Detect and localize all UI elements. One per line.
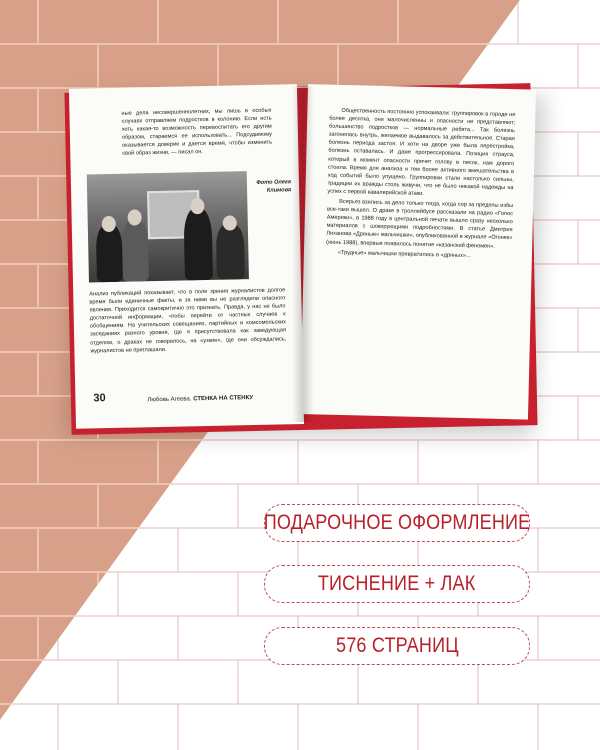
photo-figure [183,208,213,281]
feature-page-count-label: 576 СТРАНИЦ [335,634,459,657]
photo-caption: Фото Олега Климова [256,179,292,194]
book-gutter [292,86,314,422]
running-title: СТЕНКА НА СТЕНКУ [193,395,254,403]
right-page-paragraph-3: «Трудные» мальчишки превратились в «дряных»... [337,249,471,259]
right-page-text [326,107,516,261]
left-page-bottom-paragraph: Анализ публикаций показывает, что в поле зрения журналистов долгое время были единичные факты, и за ними вы не разглядели опасного явления. Приходится самокритично это признать. Правда, у нас не было достаточной информации, чтобы перейти от частных случаев к обобщениям. На учительских совещаниях, партийных и комсомольских заседаниях разного уровня, где я присутствовала как заведующая отделом, о драках не говорилось, на «узкие», где они обсуждались, журналистов не приглашали. [89,287,287,355]
feature-embossing [264,565,530,603]
page-number: 30 [93,392,106,405]
photo-figure [216,223,245,280]
feature-gift-design-label: ПОДАРОЧНОЕ ОФОРМЛЕНИЕ [263,511,531,534]
photo-figure [96,224,123,283]
feature-page-count [264,627,530,665]
book-right-page [300,84,536,419]
running-author: Любовь Агеева. [147,396,192,404]
right-page-paragraph-2: Всерьез взялись за дело только тогда, когда сор за пределы избы все-таки вышел. О драке в троллейбусе рассказали на радио «Голос Америки», в 1988 году в центральной печати вышло сразу несколько материалов с шокирующими подробностями. В статье Дмитрия Лиханова «Дряные» мальчишки», опубликованной в журнале «Огонек» (июнь 1988), впервые появилось понятие «казанский феномен». [326,198,514,250]
book-left-page [69,84,304,429]
left-page-top-paragraph: ные дела несовершеннолетних, мы лишь в особых случаях отправляем подростков в колонию. Если есть хоть какая-то возможность перевоспитать его другим образом, стараемся ее использовать... Подсудимому оказывается доверие и дается время, чтобы изменить свой образ жизни, — писал он. [121,107,273,158]
feature-embossing-label: ТИСНЕНИЕ + ЛАК [318,572,476,595]
right-page-paragraph-1: Общественность постоянно успокаивали: группировок в городе не более десятка, они малочисленны и опасности не представляют; большинство подростков — нормальные ребята... Так болезнь загонялась внутрь, желаемое выдавалось за действительное. Старая болезнь периода застоя. И хотя на дворе уже была перестройка, болезнь оставалась. И даже прогрессировала. Позиция страуса, который в момент опасности прячет голову в песок, нам дорого стоила. Время для анализа и тем более активного вмешательства в ход событий было упущено. Группировки стали настолько сильны, традиции их вражды столь живучи, что не было никакой надежды на успех с первой кавалерийской атаки. [327,107,516,197]
book-photo [87,171,249,282]
feature-gift-design [264,504,530,542]
photo-figure [122,219,149,282]
running-head [147,394,253,404]
